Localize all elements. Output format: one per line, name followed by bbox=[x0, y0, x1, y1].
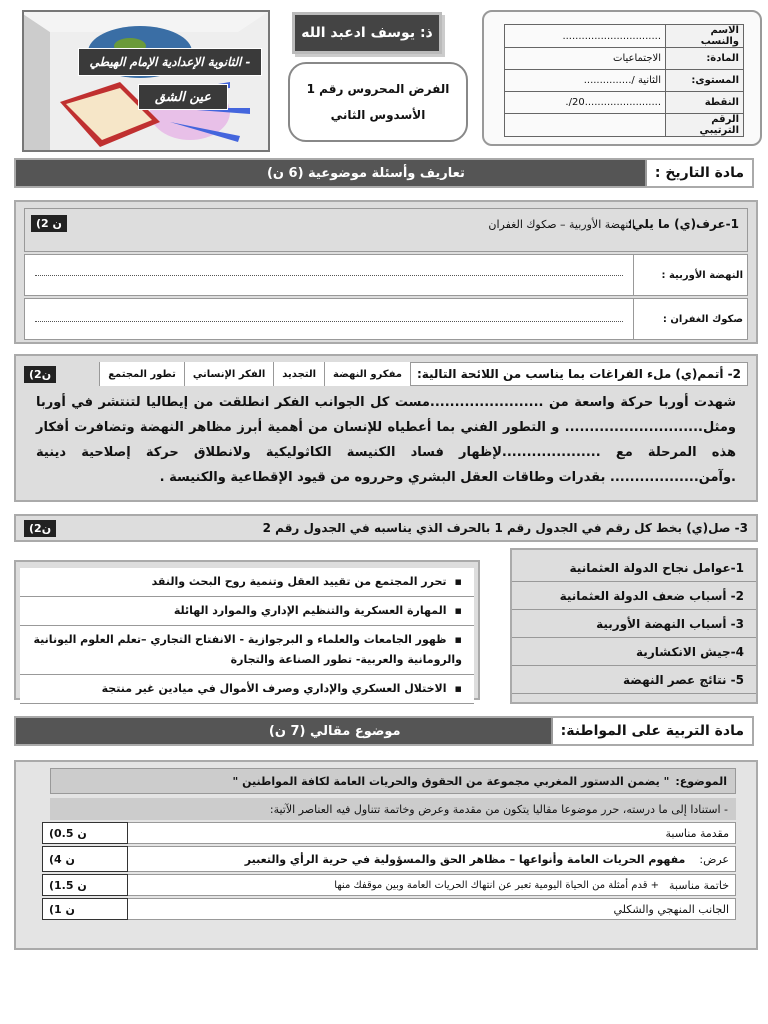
points-badge: (2 ن bbox=[31, 215, 67, 232]
points-badge: (2ن bbox=[24, 520, 56, 537]
info-value: الاجتماعيات bbox=[505, 48, 666, 70]
question-title: 2- أتمم(ي) ملء الفراغات بما يناسب من اللائحة التالية: bbox=[410, 362, 748, 386]
question-title: 1-عرف(ي) ما يلي: bbox=[627, 217, 739, 231]
info-value: ........................20/. bbox=[505, 92, 666, 114]
semester: الأسدوس الثاني bbox=[330, 108, 426, 122]
match-table-2 bbox=[14, 560, 480, 700]
answer-line bbox=[35, 321, 623, 322]
book-globe-icon bbox=[22, 12, 268, 152]
match-item-right[interactable]: ▪ تحرر المجتمع من تقييد العقل وتنمية روح البحث والنقد bbox=[20, 568, 474, 597]
subject-title: مادة التاريخ : bbox=[645, 160, 752, 186]
match-item-left[interactable]: 1-عوامل نجاح الدولة العثمانية bbox=[512, 554, 756, 582]
answer-line bbox=[35, 275, 623, 276]
row-label: الجانب المنهجي والشكلي bbox=[613, 902, 729, 916]
question-2-panel bbox=[14, 354, 758, 502]
row-text: + قدم أمثلة من الحياة اليومية تعبر عن انتهاك الحريات العامة وبين موقفك منها bbox=[334, 879, 660, 891]
school-town: عين الشق bbox=[138, 84, 228, 110]
exam-title: الفرض المحروس رقم 1 bbox=[306, 82, 450, 96]
field-label: النهضة الأوربية : bbox=[633, 255, 743, 295]
row-label: مقدمة مناسبة bbox=[665, 826, 729, 840]
info-key: المستوى: bbox=[666, 70, 744, 92]
word-option: مفكرو النهضة bbox=[324, 362, 410, 386]
student-info-box bbox=[482, 10, 762, 146]
fill-blank-text: شهدت أوربا حركة واسعة من .......................مست كل الجوانب الفكر انطلقت من إيطاليا لتنتشر في أوربا ومثل............................ و التطور الفني بما أعطياه للإنسان من أهمية أبرز مظاهر النهضة وتضافرت أفكار هذه المرحلة مع ....................لإظهار فساد الكنيسة الكاثوليكية ولانطلاق حركة إصلاحية دينية .وآمن.................. بقدرات وطاقات العقل البشري وحرروه من قيود الإقطاعية والكنيسة . bbox=[36, 395, 736, 485]
match-item-left[interactable]: 4-جيش الانكشارية bbox=[512, 638, 756, 666]
points-cell: (1.5 ن bbox=[42, 874, 128, 896]
row-label: عرض: bbox=[699, 852, 729, 866]
info-row-rank bbox=[505, 114, 744, 137]
topic-label: الموضوع: bbox=[675, 774, 727, 788]
info-row-score bbox=[505, 92, 744, 114]
question-title: 3- صل(ي) بخط كل رقم في الجدول رقم 1 بالحرف الذي يناسبه في الجدول رقم 2 bbox=[262, 521, 748, 535]
question-1-panel bbox=[14, 200, 758, 344]
info-row-level bbox=[505, 70, 744, 92]
points-badge: (2ن bbox=[24, 366, 56, 383]
info-key: المادة: bbox=[666, 48, 744, 70]
match-item-right[interactable]: ▪ ظهور الجامعات والعلماء و البرجوازية - الانفتاح التجاري –تعلم العلوم اليونانية والرومانية والعربية- تطور الصناعة والتجارة bbox=[20, 626, 474, 675]
points-cell: (1 ن bbox=[42, 898, 128, 920]
match-item-right[interactable]: ▪ الاختلال العسكري والإداري وصرف الأموال في ميادين غير منتجة bbox=[20, 675, 474, 704]
civics-subject-bar bbox=[14, 716, 754, 746]
info-row-name bbox=[505, 25, 744, 48]
section-theme: موضوع مقالي (7 ن) bbox=[268, 723, 401, 739]
essay-row-conclusion bbox=[126, 874, 736, 896]
match-item-left[interactable]: 5- نتائج عصر النهضة bbox=[512, 666, 756, 694]
match-item-left[interactable]: 2- أسباب ضعف الدولة العثمانية bbox=[512, 582, 756, 610]
info-value[interactable]: ............................... bbox=[505, 25, 666, 48]
section-theme: تعاريف وأسئلة موضوعية (6 ن) bbox=[266, 165, 465, 181]
word-option: الفكر الإنساني bbox=[184, 362, 273, 386]
match-item-left[interactable]: 3- أسباب النهضة الأوربية bbox=[512, 610, 756, 638]
question-3-header bbox=[14, 514, 758, 542]
word-option: التجديد bbox=[273, 362, 324, 386]
field-label: صكوك الغفران : bbox=[633, 299, 743, 339]
essay-row-method bbox=[126, 898, 736, 920]
definition-field-indulgences[interactable] bbox=[24, 298, 748, 340]
row-label: خاتمة مناسبة bbox=[669, 878, 729, 892]
points-cell: (0.5 ن bbox=[42, 822, 128, 844]
question-2-header bbox=[24, 360, 748, 388]
essay-row-intro bbox=[126, 822, 736, 844]
school-name: - الثانوية الإعدادية الإمام الهيطي bbox=[78, 48, 262, 76]
row-text: مفهوم الحريات العامة وأنواعها – مظاهر الحق والمسؤولية في حرية الرأي والتعبير bbox=[244, 852, 686, 866]
essay-instruction: - استنادا إلى ما درسته، حرر موضوعا مقاليا يتكون من مقدمة وعرض وخاتمة تتناول فيه العناصر الآتية: bbox=[50, 798, 736, 820]
essay-row-body bbox=[126, 846, 736, 872]
essay-topic bbox=[50, 768, 736, 794]
info-key: الرقم الترتيبي bbox=[666, 114, 744, 137]
info-key: النقطة bbox=[666, 92, 744, 114]
question-1-header bbox=[24, 208, 748, 252]
question-terms: النهضة الأوربية – صكوك الغفران bbox=[488, 218, 635, 231]
definition-field-renaissance[interactable] bbox=[24, 254, 748, 296]
info-value[interactable] bbox=[505, 114, 666, 137]
match-table-1 bbox=[510, 548, 758, 704]
student-info-table bbox=[504, 24, 744, 137]
subject-title: مادة التربية على المواطنة: bbox=[551, 718, 752, 744]
teacher-name: ذ: يوسف ادعبد الله bbox=[292, 12, 442, 54]
info-value[interactable]: الثانية /............... bbox=[505, 70, 666, 92]
word-option: تطور المجتمع bbox=[99, 362, 184, 386]
topic-text: " يضمن الدستور المغربي مجموعة من الحقوق والحريات العامة لكافة المواطنين " bbox=[232, 774, 670, 788]
info-key: الاسم والنسب bbox=[666, 25, 744, 48]
exam-title-box bbox=[288, 62, 468, 142]
essay-panel bbox=[14, 760, 758, 950]
info-row-subject bbox=[505, 48, 744, 70]
points-cell: (4 ن bbox=[42, 846, 128, 872]
history-subject-bar bbox=[14, 158, 754, 188]
match-item-right[interactable]: ▪ المهارة العسكرية والتنظيم الإداري والموارد الهائلة bbox=[20, 597, 474, 626]
school-logo bbox=[22, 10, 270, 152]
